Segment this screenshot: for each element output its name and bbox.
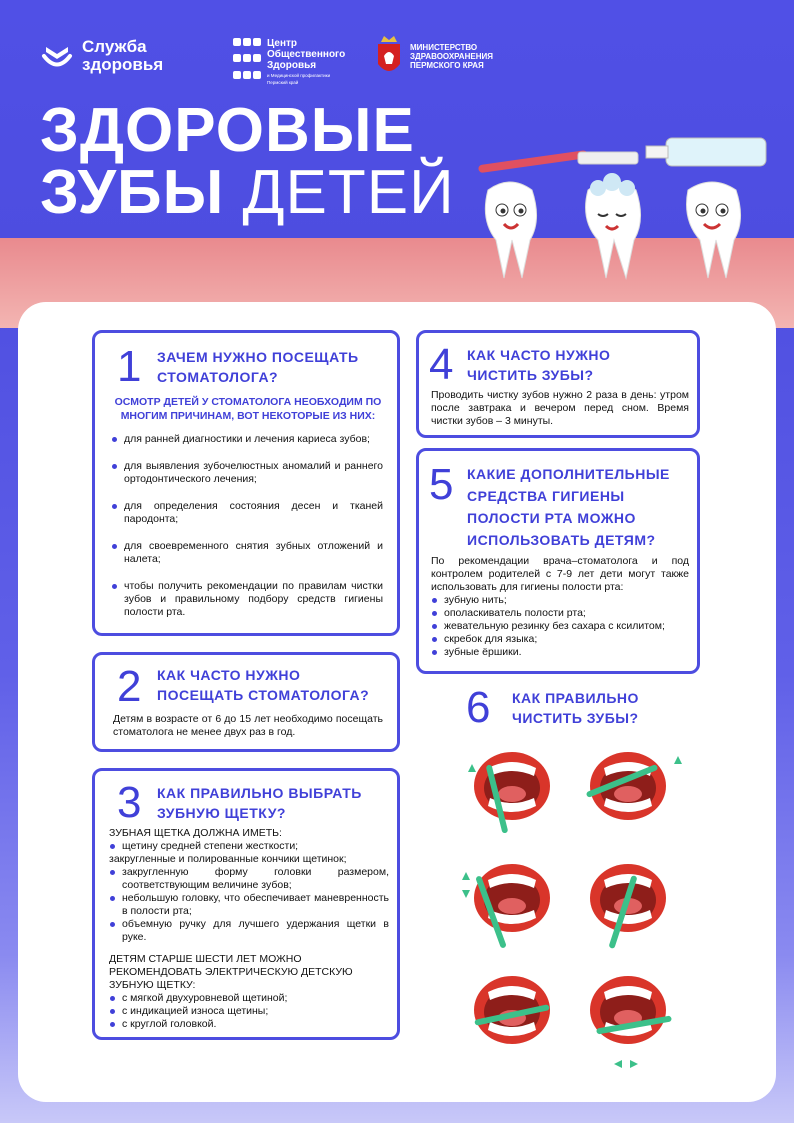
section-3-number: 3	[117, 778, 142, 827]
section-2-text: Детям в возрасте от 6 до 15 лет необходимо посещать стоматолога не менее двух раз в год.	[113, 713, 383, 738]
section-1-number: 1	[117, 342, 142, 391]
logo-a-line1: Служба	[82, 37, 147, 56]
mouth-step-5-icon	[474, 976, 550, 1044]
cartoon-teeth-illustration	[470, 130, 790, 280]
section-1-box	[92, 330, 400, 636]
page-title	[40, 96, 455, 227]
logo-c-line3: ПЕРМСКОГО КРАЯ	[410, 60, 484, 70]
list-item: для выявления зубочелюстных аномалий и раннего ортодонтического лечения;	[111, 460, 383, 486]
toothbrush-icon	[478, 150, 638, 173]
logo-b-line1: Центр	[267, 38, 298, 49]
section-6-title: КАК ПРАВИЛЬНО ЧИСТИТЬ ЗУБЫ?	[512, 690, 639, 726]
list-item: зубную нить;	[431, 594, 689, 607]
heart-logo-icon	[40, 39, 74, 73]
list-item: для своевременного снятия зубных отложений и налета;	[111, 540, 383, 566]
logo-sluzhba-zdorovya	[40, 38, 163, 74]
section-5-title: КАКИЕ ДОПОЛНИТЕЛЬНЫЕ СРЕДСТВА ГИГИЕНЫ ПОЛОСТИ РТА МОЖНО ИСПОЛЬЗОВАТЬ ДЕТЯМ?	[467, 466, 670, 548]
section-6-number: 6	[466, 683, 491, 732]
list-item: жевательную резинку без сахара с ксилитом;	[431, 620, 689, 633]
section-5-box	[416, 448, 700, 674]
list-item: с индикацией износа щетины;	[109, 1005, 389, 1018]
section-3-plain-line: закругленные и полированные кончики щетинок;	[109, 853, 347, 865]
logo-ministry	[376, 34, 493, 78]
logo-c-line2: ЗДРАВООХРАНЕНИЯ	[410, 51, 493, 61]
list-item: зубные ёршики.	[431, 646, 689, 659]
list-item: с мягкой двухуровневой щетиной;	[109, 992, 389, 1005]
crest-icon	[376, 34, 402, 78]
section-1-subtitle-line2: МНОГИМ ПРИЧИНАМ, ВОТ НЕКОТОРЫЕ ИЗ НИХ:	[120, 410, 376, 422]
logo-b-small2: Пермский край	[267, 80, 299, 85]
brushing-technique-illustration	[458, 742, 690, 1072]
section-4-title: КАК ЧАСТО НУЖНО ЧИСТИТЬ ЗУБЫ?	[467, 347, 611, 383]
section-3-intro2: ДЕТЯМ СТАРШЕ ШЕСТИ ЛЕТ МОЖНО РЕКОМЕНДОВАТЬ ЭЛЕКТРИЧЕСКУЮ ДЕТСКУЮ ЗУБНУЮ ЩЕТКУ:	[109, 953, 353, 991]
list-item: скребок для языка;	[431, 633, 689, 646]
section-2-title: КАК ЧАСТО НУЖНО ПОСЕЩАТЬ СТОМАТОЛОГА?	[157, 667, 370, 703]
section-1-list	[111, 433, 383, 619]
tooth-middle-icon	[586, 173, 641, 278]
section-3-list2	[109, 992, 389, 1031]
mouth-step-1-icon	[474, 752, 550, 834]
section-3-intro: ЗУБНАЯ ЩЕТКА ДОЛЖНА ИМЕТЬ:	[109, 827, 282, 839]
logo-public-health-center	[233, 38, 345, 85]
section-3-list-b	[109, 866, 389, 944]
section-2-number: 2	[117, 662, 142, 711]
title-line1: ЗДОРОВЫЕ	[40, 96, 415, 165]
title-thin-word: ДЕТЕЙ	[242, 158, 455, 227]
grid-logo-icon	[233, 38, 261, 85]
section-5-number: 5	[429, 460, 454, 509]
mouth-step-4-icon	[590, 864, 666, 949]
logo-b-line2: Общественного	[267, 49, 346, 60]
list-item: небольшую головку, что обеспечивает маневренность в полости рта;	[109, 892, 389, 918]
section-5-text: По рекомендации врача–стоматолога и под контролем родителей с 7-9 лет дети могут также использовать для гигиены полости рта:	[431, 555, 689, 593]
section-3-title: КАК ПРАВИЛЬНО ВЫБРАТЬ ЗУБНУЮ ЩЕТКУ?	[157, 785, 362, 821]
logo-b-small1: и Медицинской профилактики	[267, 73, 331, 78]
mouth-step-2-icon	[586, 752, 666, 820]
tooth-right-icon	[687, 182, 741, 278]
section-4-box	[416, 330, 700, 438]
list-item: для ранней диагностики и лечения кариеса зубов;	[111, 433, 383, 446]
section-1-title: ЗАЧЕМ НУЖНО ПОСЕЩАТЬ СТОМАТОЛОГА?	[157, 349, 359, 385]
mouth-step-3-icon	[474, 864, 550, 949]
section-4-text: Проводить чистку зубов нужно 2 раза в день: утром после завтрака и вечером перед сном. Время чистки зубов – 3 минуты.	[431, 389, 689, 427]
title-bold-word: ЗУБЫ	[40, 158, 225, 227]
mouth-step-6-icon	[590, 976, 672, 1044]
list-item: закругленную форму головки размером, соответствующим величине зубов;	[109, 866, 389, 892]
section-5-list	[431, 594, 689, 659]
list-item: с круглой головкой.	[109, 1018, 389, 1031]
list-item: ополаскиватель полости рта;	[431, 607, 689, 620]
section-2-box	[92, 652, 400, 752]
logo-c-line1: МИНИСТЕРСТВО	[410, 42, 478, 52]
section-3-box	[92, 768, 400, 1040]
section-4-number: 4	[429, 340, 454, 389]
logo-a-line2: здоровья	[82, 55, 164, 74]
section-3-list	[109, 840, 389, 853]
tooth-left-icon	[485, 182, 536, 278]
toothpaste-icon	[646, 138, 766, 166]
list-item: щетину средней степени жесткости;	[109, 840, 389, 853]
logo-b-line3: Здоровья	[267, 60, 317, 71]
list-item: чтобы получить рекомендации по правилам чистки зубов и правильному подбору средств гигиены полости рта.	[111, 580, 383, 619]
section-1-subtitle-line1: ОСМОТР ДЕТЕЙ У СТОМАТОЛОГА НЕОБХОДИМ ПО	[114, 396, 382, 408]
list-item: для определения состояния десен и тканей пародонта;	[111, 500, 383, 526]
list-item: объемную ручку для лучшего удержания щетки в руке.	[109, 918, 389, 944]
